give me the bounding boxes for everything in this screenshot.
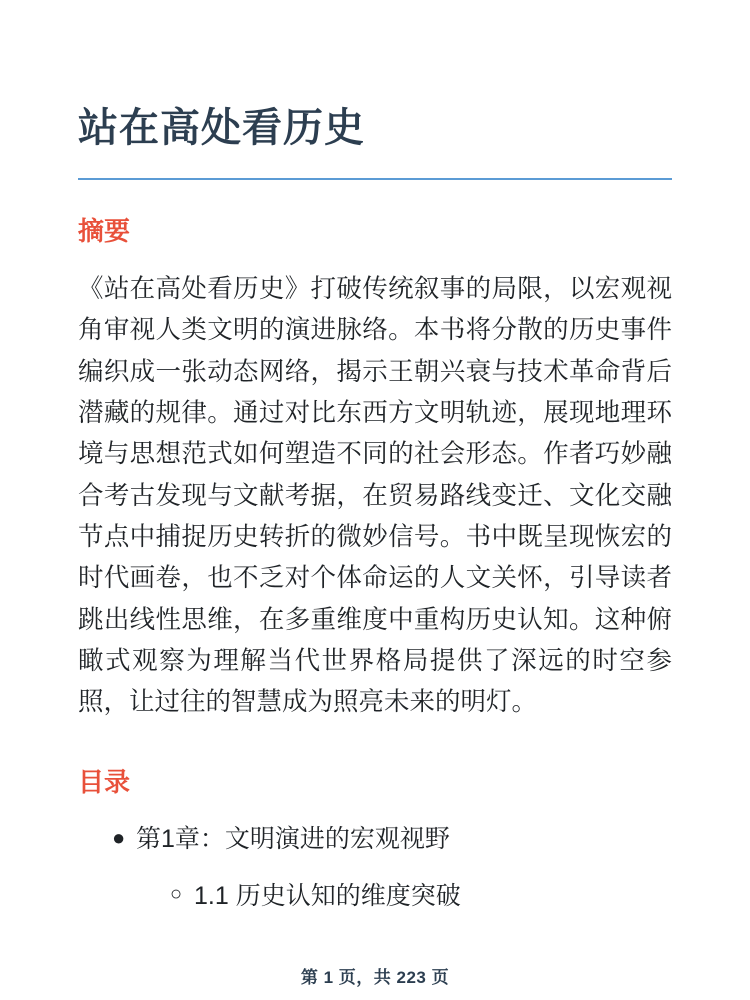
list-item[interactable] — [112, 821, 672, 859]
page-title: 站在高处看历史 — [78, 106, 365, 150]
bullet-icon: ● — [112, 824, 126, 850]
toc-item-label: 第1章：文明演进的宏观视野 — [136, 824, 450, 853]
list-item[interactable] — [170, 878, 672, 916]
table-of-contents — [78, 821, 672, 916]
page-footer: 第 1 页，共 223 页 — [300, 968, 450, 987]
abstract-heading: 摘要 — [78, 216, 131, 246]
abstract-text: 《站在高处看历史》打破传统叙事的局限，以宏观视角审视人类文明的演进脉络。本书将分散的历史事件编织成一张动态网络，揭示王朝兴衰与技术革命背后潜藏的规律。通过对比东西方文明轨迹，展现地理环境与思想范式如何塑造不同的社会形态。作者巧妙融合考古发现与文献考据，在贸易路线变迁、文化交融节点中捕捉历史转折的微妙信号。书中既呈现恢宏的时代画卷，也不乏对个体命运的人文关怀，引导读者跳出线性思维，在多重维度中重构历史认知。这种俯瞰式观察为理解当代世界格局提供了深远的时空参照，让过往的智慧成为照亮未来的明灯。 — [78, 275, 672, 717]
toc-item-label: 1.1 历史认知的维度突破 — [194, 882, 461, 911]
title-divider — [78, 178, 672, 180]
bullet-icon: ○ — [170, 883, 183, 906]
toc-heading: 目录 — [78, 767, 131, 798]
